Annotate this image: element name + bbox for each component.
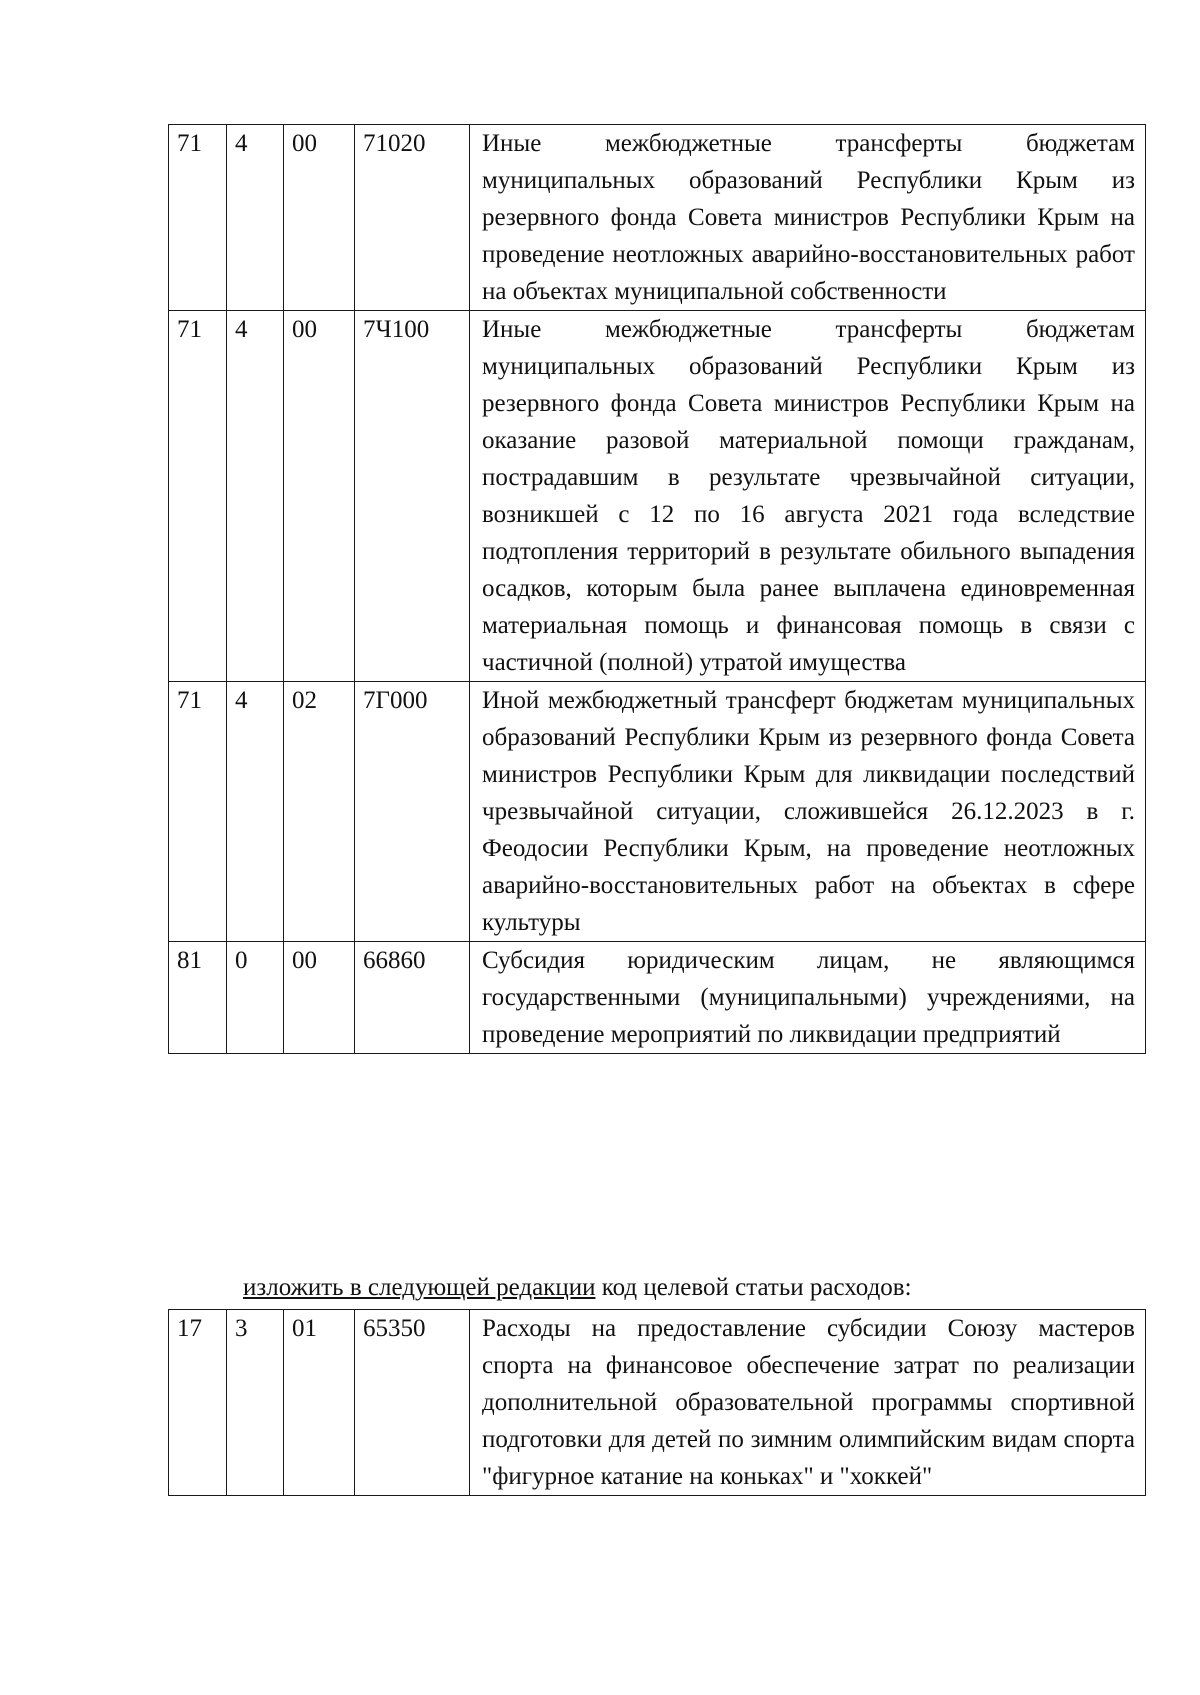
event-code-cell: 00 [284,125,355,311]
direction-code-cell: 66860 [355,942,470,1054]
subprogram-code-cell: 4 [227,682,284,942]
subprogram-code-cell: 4 [227,125,284,311]
event-code-cell: 01 [284,1310,355,1496]
subprogram-code-cell: 4 [227,311,284,682]
direction-code-cell: 7Ч100 [355,311,470,682]
program-code-cell: 81 [169,942,227,1054]
description-cell: Иные межбюджетные трансферты бюджетам муниципальных образований Республики Крым из резервного фонда Совета министров Республики Крым на оказание разовой материальной помощи гражданам, пострадавшим в результате чрезвычайной ситуации, возникшей с 12 по 16 августа 2021 года вследствие подтопления территорий в результате обильного выпадения осадков, которым была ранее выплачена единовременная материальная помощь и финансовая помощь в связи с частичной (полной) утратой имущества [470,311,1146,682]
event-code-cell: 02 [284,682,355,942]
direction-code-cell: 71020 [355,125,470,311]
table-row [169,125,1146,311]
program-code-cell: 17 [169,1310,227,1496]
target-expense-code-table [168,124,1146,1054]
program-code-cell: 71 [169,125,227,311]
table-row [169,1310,1146,1496]
description-cell: Иной межбюджетный трансферт бюджетам муниципальных образований Республики Крым из резервного фонда Совета министров Республики Крым для ликвидации последствий чрезвычайной ситуации, сложившейся 26.12.2023 в г. Феодосии Республики Крым, на проведение неотложных аварийно-восстановительных работ на объектах в сфере культуры [470,682,1146,942]
subprogram-code-cell: 0 [227,942,284,1054]
description-cell: Расходы на предоставление субсидии Союзу мастеров спорта на финансовое обеспечение затрат по реализации дополнительной образовательной программы спортивной подготовки для детей по зимним олимпийским видам спорта "фигурное катание на коньках" и "хоккей" [470,1310,1146,1496]
event-code-cell: 00 [284,942,355,1054]
table-row [169,311,1146,682]
amendment-instruction [243,1271,912,1305]
table-row [169,942,1146,1054]
program-code-cell: 71 [169,311,227,682]
instruction-underlined-text: изложить в следующей редакции [243,1274,596,1301]
description-cell: Субсидия юридическим лицам, не являющимся государственными (муниципальными) учреждениями, на проведение мероприятий по ликвидации предприятий [470,942,1146,1054]
event-code-cell: 00 [284,311,355,682]
instruction-text: код целевой статьи расходов: [595,1274,912,1301]
subprogram-code-cell: 3 [227,1310,284,1496]
amended-expense-code-table [168,1309,1146,1496]
direction-code-cell: 7Г000 [355,682,470,942]
direction-code-cell: 65350 [355,1310,470,1496]
table-row [169,682,1146,942]
description-cell: Иные межбюджетные трансферты бюджетам муниципальных образований Республики Крым из резервного фонда Совета министров Республики Крым на проведение неотложных аварийно-восстановительных работ на объектах муниципальной собственности [470,125,1146,311]
program-code-cell: 71 [169,682,227,942]
